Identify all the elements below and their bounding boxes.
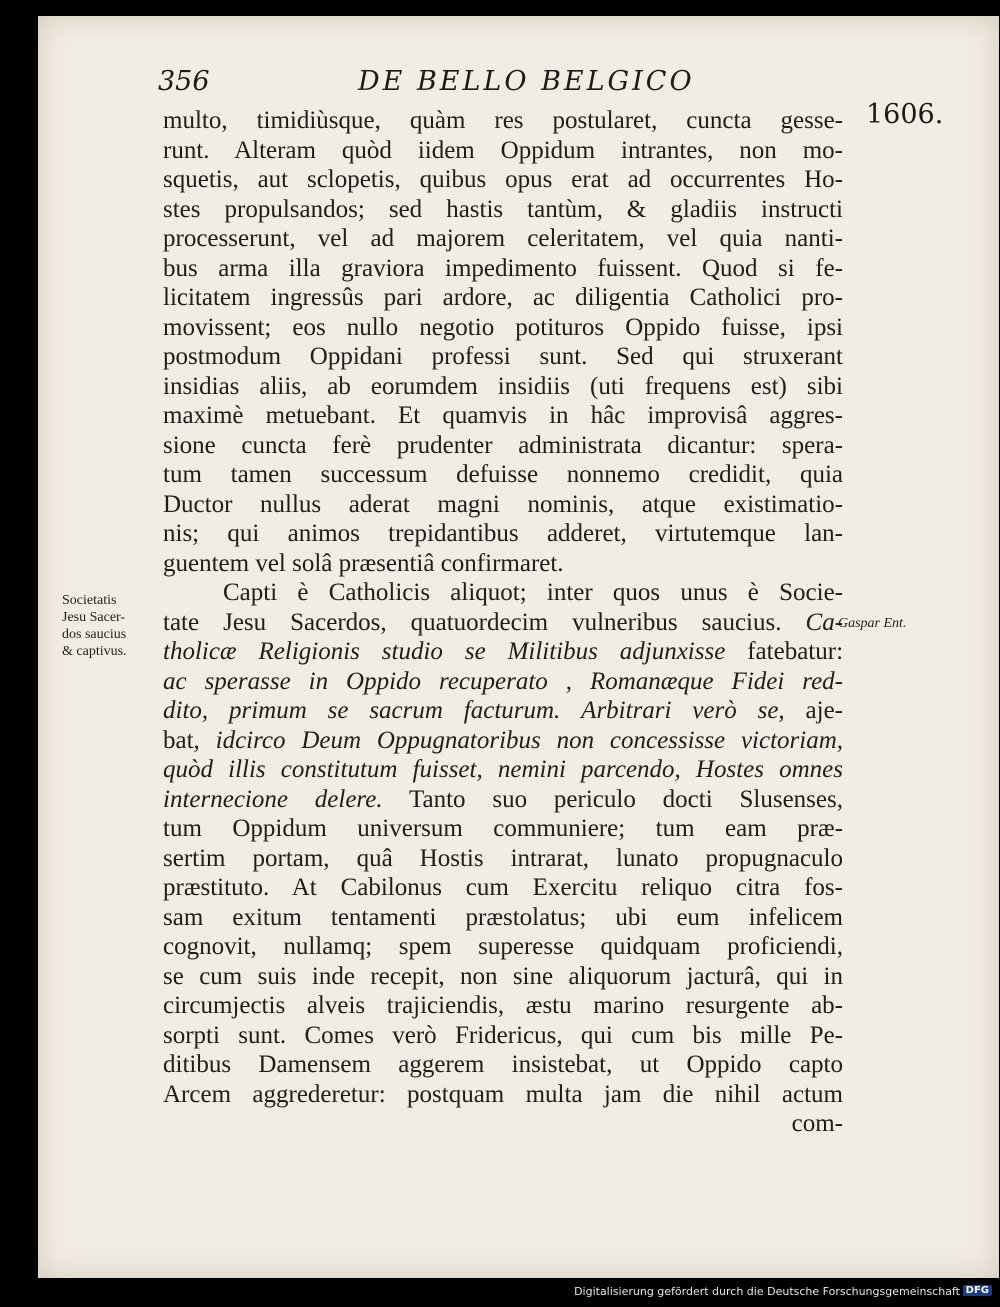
body-text bbox=[163, 106, 843, 1139]
text-line: Arcem aggrederetur: postquam multa jam die nihil actum bbox=[163, 1080, 843, 1108]
page-number: 356 bbox=[158, 66, 210, 97]
text-line: licitatem ingressûs pari ardore, ac diligentia Catholici pro- bbox=[163, 284, 843, 311]
marginal-line: dos saucius bbox=[62, 627, 127, 642]
text-line: tate Jesu Sacerdos, quatuordecim vulneribus saucius. Ca- bbox=[163, 608, 844, 636]
text-line: præstituto. At Cabilonus cum Exercitu reliquo citra fos- bbox=[163, 874, 843, 901]
text-line: sam exitum tentamenti præstolatus; ubi eum infelicem bbox=[163, 903, 843, 931]
text-line: movissent; eos nullo negotio potituros Oppido fuisse, ipsi bbox=[163, 313, 843, 341]
text-line: internecione delere. Tanto suo periculo docti Slusenses, bbox=[163, 785, 843, 813]
text-line: postmodum Oppidani professi sunt. Sed qui struxerant bbox=[163, 343, 843, 370]
text-line: dito, primum se sacrum facturum. Arbitrari verò se, aje- bbox=[163, 697, 844, 724]
text-line: Ductor nullus aderat magni nominis, atque existimatio- bbox=[163, 490, 843, 518]
text-line: processerunt, vel ad majorem celeritatem, vel quia nanti- bbox=[163, 225, 843, 252]
text-line: ac sperasse in Oppido recuperato , Romanæque Fidei red- bbox=[163, 667, 843, 695]
text-line: tum tamen successum defuisse nonnemo credidit, quia bbox=[163, 461, 843, 488]
catchword: com- bbox=[791, 1110, 843, 1137]
margin-year: 1606. bbox=[866, 99, 944, 130]
text-line: runt. Alteram quòd iidem Oppidum intrantes, non mo- bbox=[163, 136, 843, 164]
text-line: multo, timidiùsque, quàm res postularet, cuncta gesse- bbox=[163, 107, 843, 134]
marginal-line: Jesu Sacer- bbox=[62, 610, 126, 625]
text-line: insidias aliis, ab eorumdem insidiis (uti frequens est) sibi bbox=[163, 372, 843, 400]
text-line: sorpti sunt. Comes verò Fridericus, qui cum bis mille Pe- bbox=[163, 1021, 843, 1049]
text-line: stes propulsandos; sed hastis tantùm, & gladiis instructi bbox=[163, 195, 843, 223]
text-line: squetis, aut sclopetis, quibus opus erat ad occurrentes Ho- bbox=[163, 166, 843, 193]
text-line: bat, idcirco Deum Oppugnatoribus non concessisse victoriam, bbox=[163, 726, 844, 754]
text-line: cognovit, nullamq; spem superesse quidquam proficiendi, bbox=[163, 933, 843, 960]
text-line: quòd illis constitutum fuisset, nemini parcendo, Hostes omnes bbox=[163, 756, 843, 783]
text-line: bus arma illa graviora impedimento fuissent. Quod si fe- bbox=[163, 254, 843, 282]
marginal-note-left bbox=[62, 592, 127, 660]
text-line: nis; qui animos trepidantibus adderet, virtutemque lan- bbox=[163, 520, 843, 547]
dfg-logo: DFG bbox=[963, 1285, 992, 1296]
text-line: maximè metuebant. Et quamvis in hâc improvisâ aggres- bbox=[163, 402, 843, 429]
marginal-line: & captivus. bbox=[62, 644, 127, 659]
footer-credit: Digitalisierung gefördert durch die Deutsche Forschungsgemeinschaft bbox=[574, 1285, 960, 1298]
text-line: ditibus Damensem aggerem insistebat, ut Oppido capto bbox=[163, 1051, 843, 1078]
text-line: se cum suis inde recepit, non sine aliquorum jacturâ, qui in bbox=[163, 962, 843, 990]
paragraph-start: Capti è Catholicis aliquot; inter quos unus è Socie- bbox=[223, 579, 843, 606]
marginal-note-right: Gaspar Ent. bbox=[838, 616, 907, 631]
text-line: tum Oppidum universum communiere; tum eam præ- bbox=[163, 815, 843, 842]
text-line: sertim portam, quâ Hostis intrarat, lunato propugnaculo bbox=[163, 844, 843, 872]
book-page bbox=[38, 16, 999, 1278]
page-title: DE BELLO BELGICO bbox=[358, 66, 695, 97]
text-line: guentem vel solâ præsentiâ confirmaret. bbox=[163, 549, 564, 577]
marginal-line: Societatis bbox=[62, 593, 117, 608]
text-line: sione cuncta ferè prudenter administrata dicantur: spera- bbox=[163, 431, 843, 459]
text-line: tholicæ Religionis studio se Militibus adjunxisse fatebatur: bbox=[163, 638, 844, 665]
digitization-footer bbox=[0, 1278, 1000, 1307]
text-line: circumjectis alveis trajiciendis, æstu marino resurgente ab- bbox=[163, 992, 843, 1019]
